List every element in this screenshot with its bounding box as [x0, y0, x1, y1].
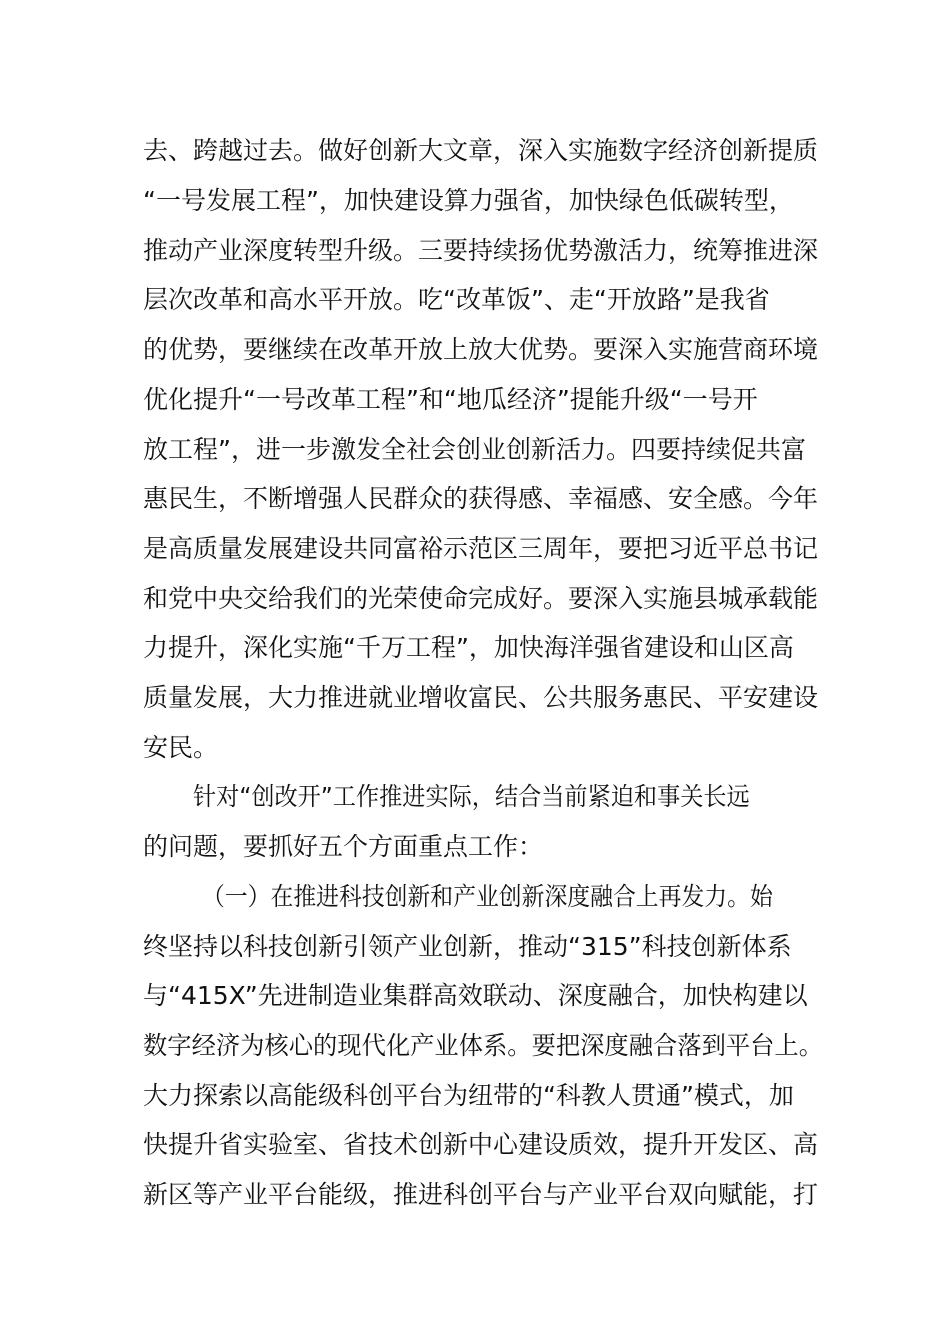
- text-line-12: 质量发展，大力推进就业增收富民、公共服务惠民、平安建设: [143, 683, 819, 712]
- text-line-2: “一号发展工程”，加快建设算力强省，加快绿色低碳转型，: [143, 186, 794, 215]
- text-line-3: 推动产业深度转型升级。三要持续扬优势激活力，统筹推进深: [143, 236, 819, 265]
- text-line-8: 惠民生，不断增强人民群众的获得感、幸福感、安全感。今年: [143, 484, 819, 513]
- text-line-1: 去、跨越过去。做好创新大文章，深入实施数字经济创新提质: [143, 136, 819, 165]
- text-line-18: 与“415X”先进制造业集群高效联动、深度融合，加快构建以: [143, 981, 808, 1010]
- text-line-16: （一）在推进科技创新和产业创新深度融合上再发力。始: [202, 882, 773, 911]
- text-line-7: 放工程”，进一步激发全社会创业创新活力。四要持续促共富: [143, 435, 806, 464]
- text-line-6: 优化提升“一号改革工程”和“地瓜经济”提能升级“一号开: [143, 385, 758, 414]
- text-line-13: 安民。: [143, 733, 219, 762]
- text-line-4: 层次改革和高水平开放。吃“改革饭”、走“开放路”是我省: [143, 285, 770, 314]
- text-line-22: 新区等产业平台能级，推进科创平台与产业平台双向赋能，打: [143, 1180, 819, 1209]
- text-line-9: 是高质量发展建设共同富裕示范区三周年，要把习近平总书记: [143, 534, 819, 563]
- text-line-14: 针对“创改开”工作推进实际，结合当前紧迫和事关长远: [193, 782, 750, 811]
- text-line-20: 大力探索以高能级科创平台为纽带的“科教人贯通”模式，加: [143, 1081, 794, 1110]
- text-line-11: 力提升，深化实施“千万工程”，加快海洋强省建设和山区高: [143, 633, 794, 662]
- text-line-21: 快提升省实验室、省技术创新中心建设质效，提升开发区、高: [143, 1130, 819, 1159]
- text-line-17: 终坚持以科技创新引领产业创新，推动“315”科技创新体系: [143, 932, 792, 961]
- text-line-5: 的优势，要继续在改革开放上放大优势。要深入实施营商环境: [143, 335, 819, 364]
- text-line-10: 和党中央交给我们的光荣使命完成好。要深入实施县城承载能: [143, 584, 819, 613]
- text-line-19: 数字经济为核心的现代化产业体系。要把深度融合落到平台上。: [143, 1031, 824, 1060]
- text-line-15: 的问题，要抓好五个方面重点工作：: [143, 832, 544, 861]
